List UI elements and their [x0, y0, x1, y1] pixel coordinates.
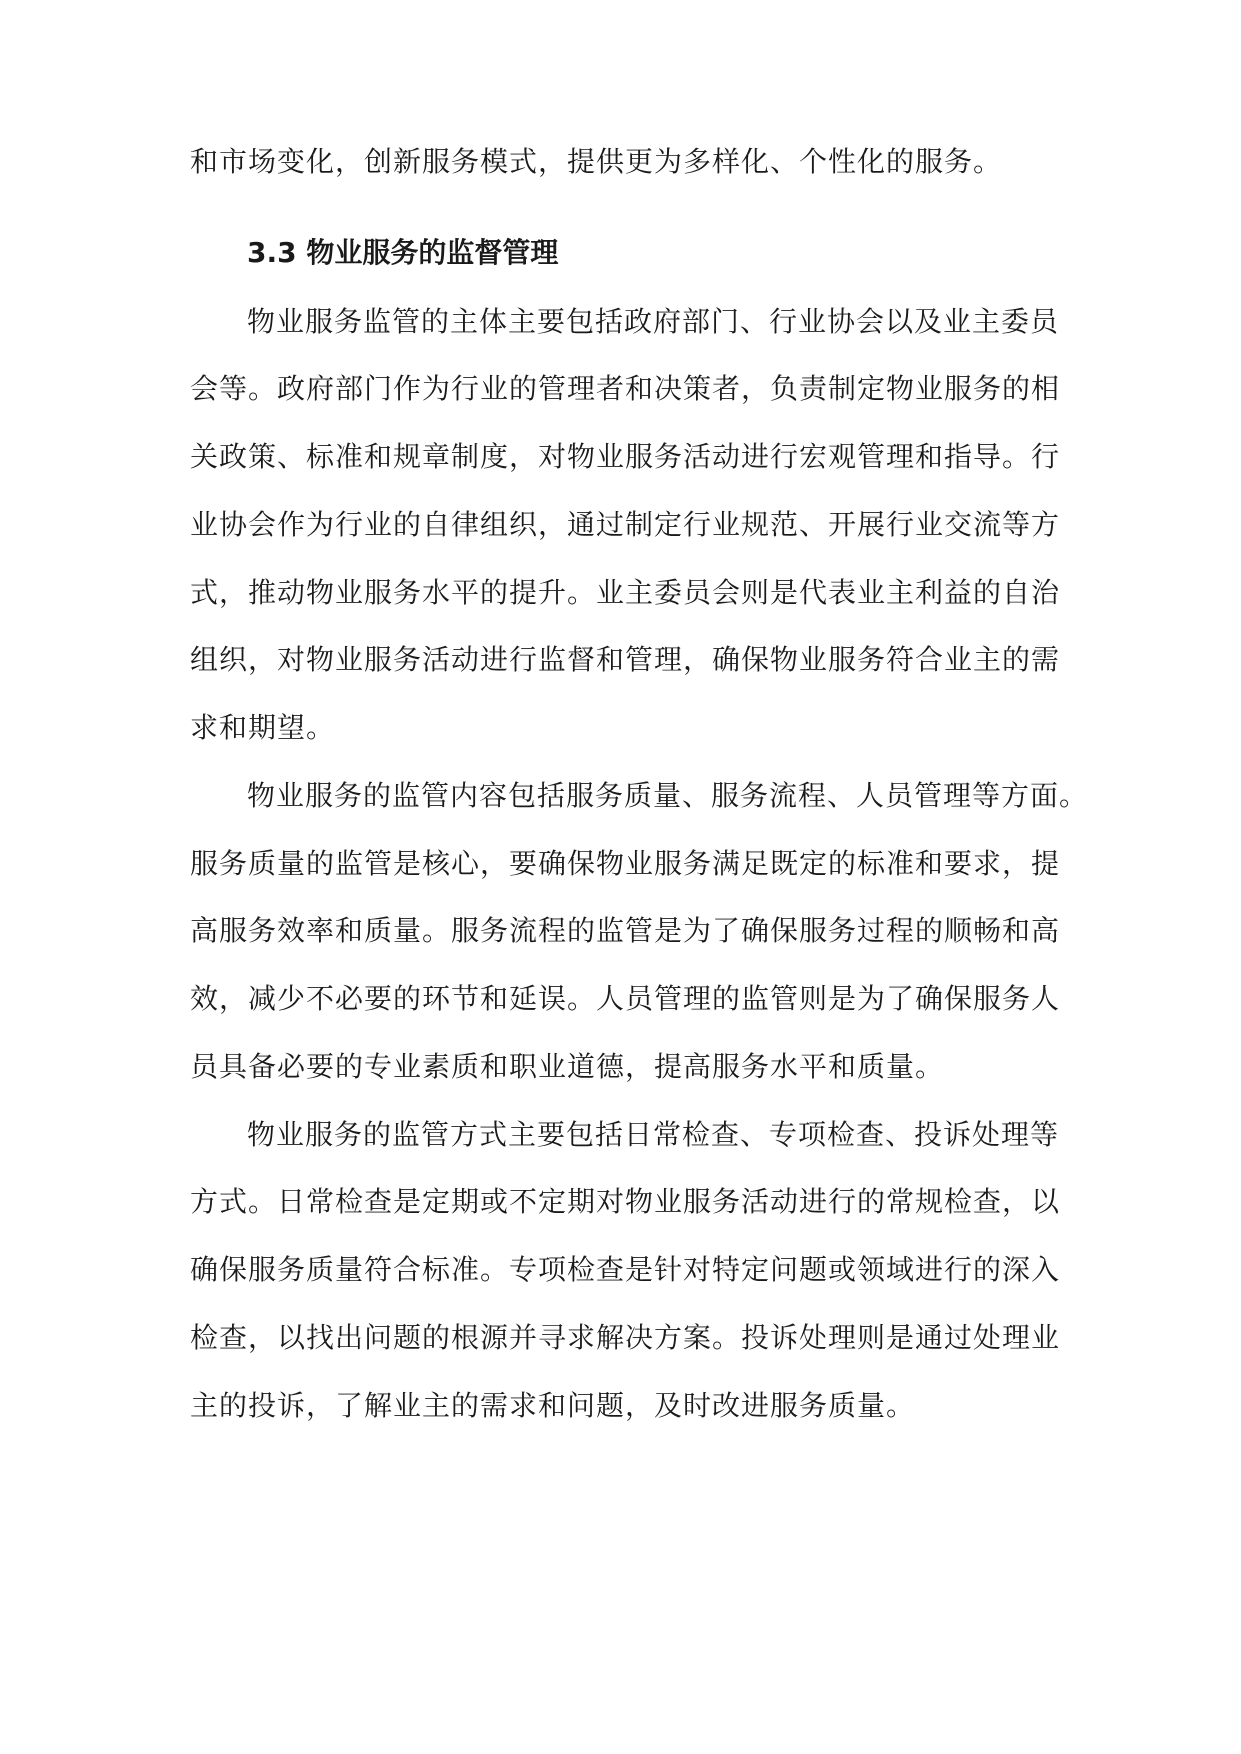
paragraph-3-line-3: 确保服务质量符合标准。专项检查是针对特定问题或领域进行的深入 [190, 1253, 1061, 1286]
paragraph-1-line-1: 物业服务监管的主体主要包括政府部门、行业协会以及业主委员 [247, 305, 1060, 338]
paragraph-1-line-2: 会等。政府部门作为行业的管理者和决策者，负责制定物业服务的相 [190, 372, 1061, 405]
paragraph-2-line-2: 服务质量的监管是核心，要确保物业服务满足既定的标准和要求，提 [190, 847, 1061, 880]
section-heading: 3.3 物业服务的监督管理 [247, 236, 559, 269]
paragraph-intro-line-1: 和市场变化，创新服务模式，提供更为多样化、个性化的服务。 [190, 145, 1003, 178]
paragraph-1-line-4: 业协会作为行业的自律组织，通过制定行业规范、开展行业交流等方 [190, 508, 1061, 541]
paragraph-2-line-5: 员具备必要的专业素质和职业道德，提高服务水平和质量。 [190, 1050, 945, 1083]
paragraph-2-line-3: 高服务效率和质量。服务流程的监管是为了确保服务过程的顺畅和高 [190, 914, 1061, 947]
paragraph-3-line-1: 物业服务的监管方式主要包括日常检查、专项检查、投诉处理等 [247, 1118, 1060, 1151]
paragraph-2-line-1: 物业服务的监管内容包括服务质量、服务流程、人员管理等方面。 [247, 779, 1089, 812]
paragraph-2-line-4: 效，减少不必要的环节和延误。人员管理的监管则是为了确保服务人 [190, 982, 1061, 1015]
paragraph-1-line-5: 式，推动物业服务水平的提升。业主委员会则是代表业主利益的自治 [190, 576, 1061, 609]
paragraph-1-line-3: 关政策、标准和规章制度，对物业服务活动进行宏观管理和指导。行 [190, 440, 1061, 473]
paragraph-1-line-7: 求和期望。 [190, 711, 336, 744]
paragraph-3-line-5: 主的投诉，了解业主的需求和问题，及时改进服务质量。 [190, 1389, 916, 1422]
paragraph-3-line-2: 方式。日常检查是定期或不定期对物业服务活动进行的常规检查，以 [190, 1185, 1061, 1218]
paragraph-1-line-6: 组织，对物业服务活动进行监督和管理，确保物业服务符合业主的需 [190, 643, 1061, 676]
paragraph-3-line-4: 检查，以找出问题的根源并寻求解决方案。投诉处理则是通过处理业 [190, 1321, 1061, 1354]
